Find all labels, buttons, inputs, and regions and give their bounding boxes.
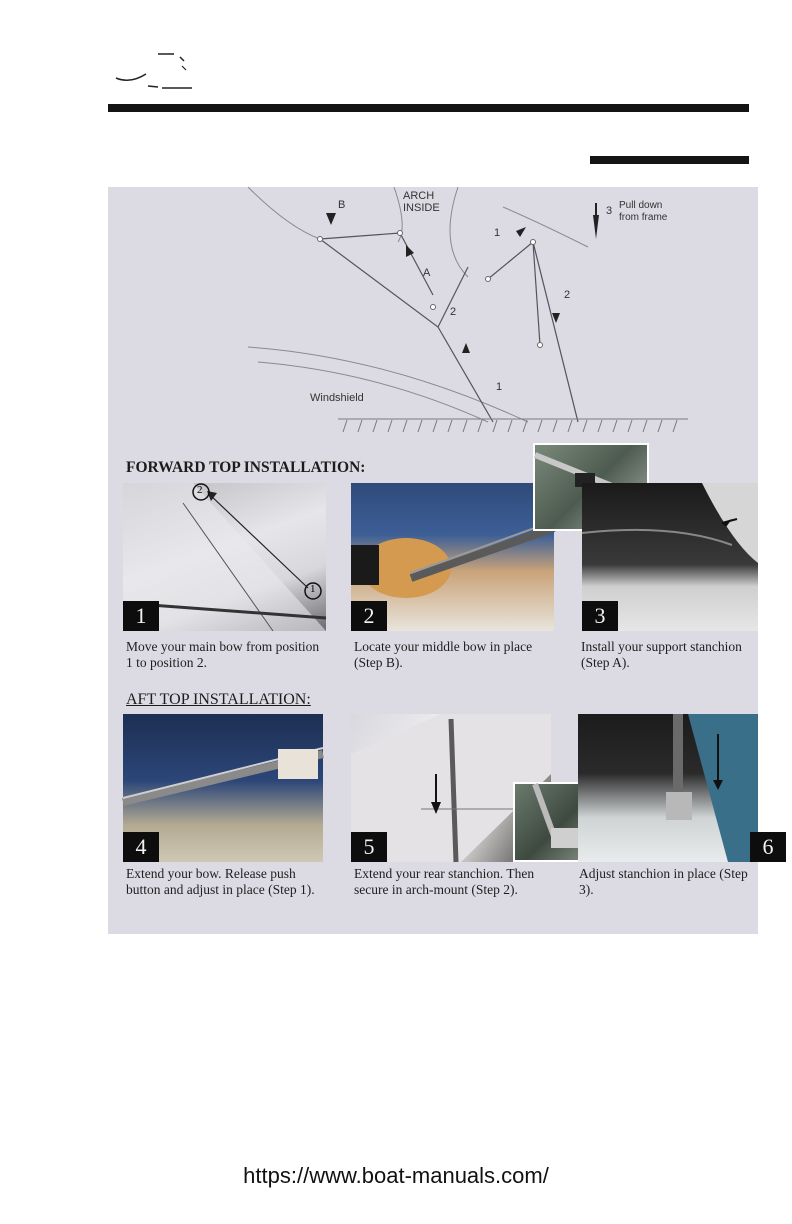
pull-down-label: Pull down from frame (619, 200, 668, 223)
step-5-caption: Extend your rear stanchion. Then secure in arch-mount (Step 2). (354, 866, 535, 897)
step-2-caption: Locate your middle bow in place (Step B). (354, 639, 533, 670)
photo1-mark-2: 2 (197, 484, 203, 496)
step-3-number: 3 (582, 601, 618, 631)
step-2-photo (351, 483, 554, 631)
aft-heading: AFT TOP INSTALLATION: (126, 691, 311, 708)
step-6-photo (578, 714, 774, 862)
step-5-number: 5 (351, 832, 387, 862)
photo1-mark-1: 1 (310, 583, 316, 595)
footer-url[interactable]: https://www.boat-manuals.com/ (243, 1163, 549, 1188)
step-4-caption: Extend your bow. Release push button and adjust in place (Step 1). (126, 866, 315, 897)
step-6-caption: Adjust stanchion in place (Step 3). (579, 866, 748, 897)
label-a: A (423, 267, 431, 279)
label-3: 3 (606, 205, 613, 217)
step-3-photo (582, 483, 758, 631)
step-1-photo (123, 483, 326, 631)
label-1-right: 1 (494, 227, 501, 239)
arch-inside-label: ARCH INSIDE (403, 190, 440, 214)
label-2-left: 2 (450, 306, 457, 318)
step-6-number: 6 (750, 832, 786, 862)
windshield-label: Windshield (310, 392, 364, 404)
brand-logo (110, 48, 200, 93)
section-rule (590, 156, 749, 164)
step-3-caption: Install your support stanchion (Step A). (581, 639, 742, 670)
forward-heading: FORWARD TOP INSTALLATION: (126, 459, 366, 476)
step-2-number: 2 (351, 601, 387, 631)
label-b: B (338, 199, 346, 211)
header-rule (108, 104, 749, 112)
step-4-number: 4 (123, 832, 159, 862)
step-1-number: 1 (123, 601, 159, 631)
label-1-left: 1 (496, 381, 503, 393)
installation-diagram (108, 187, 758, 447)
step-1-caption: Move your main bow from position 1 to position 2. (126, 639, 320, 670)
step-4-photo (123, 714, 323, 862)
installation-panel (108, 187, 774, 934)
label-2-right: 2 (564, 289, 571, 301)
